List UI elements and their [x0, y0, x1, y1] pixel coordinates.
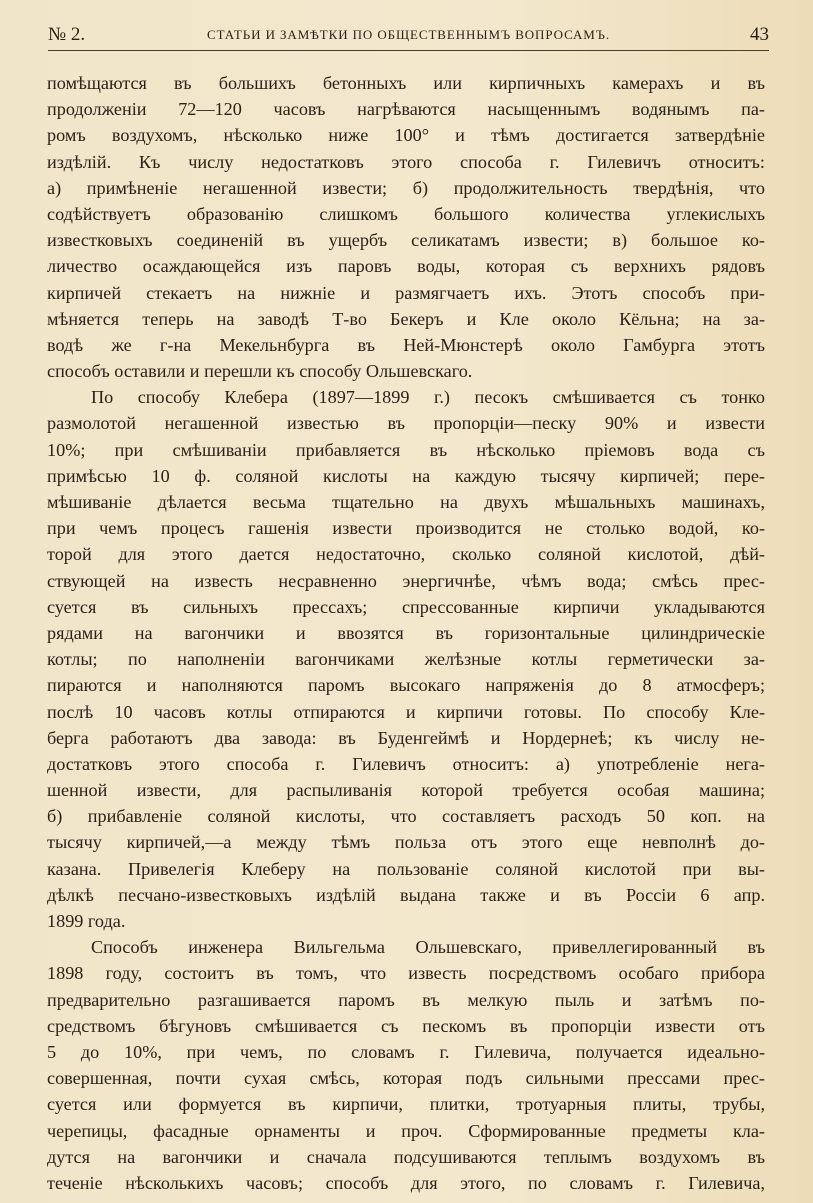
body-text — [47, 70, 765, 1196]
text-line: суется въ сильныхъ прессахъ; спрессованные кирпичи укладываются — [47, 596, 765, 617]
text-line: теченіе нѣсколькихъ часовъ; способъ для этого, по словамъ г. Гилевича, — [47, 1172, 765, 1193]
text-line: 10%; при смѣшиваніи прибавляется въ нѣсколько пріемовъ вода съ — [47, 439, 765, 460]
text-line: при чемъ процесъ гашенія извести производится не столько водой, ко- — [47, 518, 765, 539]
page-number: 43 — [750, 24, 769, 45]
text-line: пираются и наполняются паромъ высокаго напряженія до 8 атмосферъ; — [47, 675, 765, 696]
text-line: известковыхъ соединеній въ ущербъ селикатамъ извести; в) большое ко- — [47, 230, 765, 251]
text-line: совершенная, почти сухая смѣсь, которая подъ сильными прессами прес- — [47, 1068, 765, 1089]
text-line: водѣ же г-на Мекельнбурга въ Ней-Мюнстерѣ около Гамбурга этотъ — [47, 334, 765, 355]
text-line: 1898 году, состоитъ въ томъ, что известь посредствомъ особаго прибора — [47, 963, 765, 984]
text-line: тысячу кирпичей,—а между тѣмъ польза отъ этого еще невполнѣ до- — [47, 832, 765, 853]
text-line: шенной извести, для распыливанія которой требуется особая машина; — [47, 780, 765, 801]
text-line: черепицы, фасадные орнаменты и проч. Сформированные предметы кла- — [47, 1120, 765, 1141]
text-line: кирпичей стекаетъ на нижніе и размягчаетъ ихъ. Этотъ способъ при- — [47, 282, 765, 303]
text-line: мѣняется теперь на заводѣ Т-во Бекеръ и Кле около Кёльна; на за- — [47, 308, 765, 329]
text-line: мѣшиваніе дѣлается весьма тщательно на двухъ мѣшальныхъ машинахъ, — [47, 492, 765, 512]
running-title: СТАТЬИ И ЗАМѢТКИ ПО ОБЩЕСТВЕННЫМЪ ВОПРОСАМЪ. — [207, 27, 610, 42]
text-line: достатковъ этого способа г. Гилевичъ относитъ: а) употребленіе нега- — [47, 753, 765, 774]
text-line: способъ оставили и перешли къ способу Ольшевскаго. — [47, 361, 473, 382]
text-line: содѣйствуетъ образованію слишкомъ большого количества углекислыхъ — [47, 203, 765, 224]
text-line: суется или формуется въ кирпичи, плитки, тротуарныя плиты, трубы, — [47, 1094, 765, 1115]
text-line: продолженіи 72—120 часовъ нагрѣваются насыщеннымъ водянымъ па- — [47, 99, 765, 120]
text-line: 5 до 10%, при чемъ, по словамъ г. Гилевича, получается идеально- — [47, 1041, 765, 1062]
running-header — [48, 22, 769, 51]
text-line: рядами на вагончики и ввозятся въ горизонтальные цилиндрическіе — [47, 622, 765, 643]
text-line: торой для этого дается недостаточно, сколько соляной кислотой, дѣй- — [47, 544, 765, 565]
text-line: ствующей на известь несравненно энергичнѣе, чѣмъ вода; смѣсь прес- — [47, 570, 765, 591]
text-line: средствомъ бѣгуновъ смѣшивается съ пескомъ въ пропорціи извести отъ — [47, 1015, 765, 1036]
text-line: казана. Привелегія Клеберу на пользованіе соляной кислотой при вы- — [47, 858, 765, 879]
text-line: дѣлкѣ песчано-известковыхъ издѣлій выдана также и въ Россіи 6 апр. — [47, 884, 765, 905]
text-line: дутся на вагончики и сначала подсушиваются теплымъ воздухомъ въ — [47, 1146, 765, 1167]
text-line: примѣсью 10 ф. соляной кислоты на каждую тысячу кирпичей; пере- — [47, 465, 765, 486]
text-line: помѣщаются въ большихъ бетонныхъ или кирпичныхъ камерахъ и въ — [47, 73, 765, 93]
text-line: послѣ 10 часовъ котлы отпираются и кирпичи готовы. По способу Кле- — [47, 701, 765, 722]
text-line: Способъ инженера Вильгельма Ольшевскаго, привеллегированный въ — [91, 937, 765, 958]
text-line: размолотой негашенной известью въ пропорціи—песку 90% и извести — [47, 413, 765, 434]
text-line: котлы; по наполненіи вагончиками желѣзные котлы герметически за- — [47, 649, 765, 670]
text-line: предварительно разгашивается паромъ въ мелкую пыль и затѣмъ по- — [47, 989, 765, 1010]
text-line: личество осаждающейся изъ паровъ воды, которая съ верхнихъ рядовъ — [47, 256, 765, 277]
issue-number: № 2. — [48, 24, 86, 45]
text-line: издѣлій. Къ числу недостатковъ этого способа г. Гилевичъ относитъ: — [47, 151, 765, 172]
text-line: а) примѣненіе негашенной извести; б) продолжительность твердѣнія, что — [47, 177, 765, 198]
text-line: По способу Клебера (1897—1899 г.) песокъ смѣшивается съ тонко — [91, 387, 765, 408]
text-line: б) прибавленіе соляной кислоты, что составляетъ расходъ 50 коп. на — [47, 806, 765, 827]
text-line: ромъ воздухомъ, нѣсколько ниже 100° и тѣмъ достигается затвердѣніе — [47, 125, 765, 146]
text-line: 1899 года. — [47, 911, 126, 931]
text-line: берга работаютъ два завода: въ Буденгеймѣ и Нордернеѣ; къ числу не- — [47, 727, 765, 748]
